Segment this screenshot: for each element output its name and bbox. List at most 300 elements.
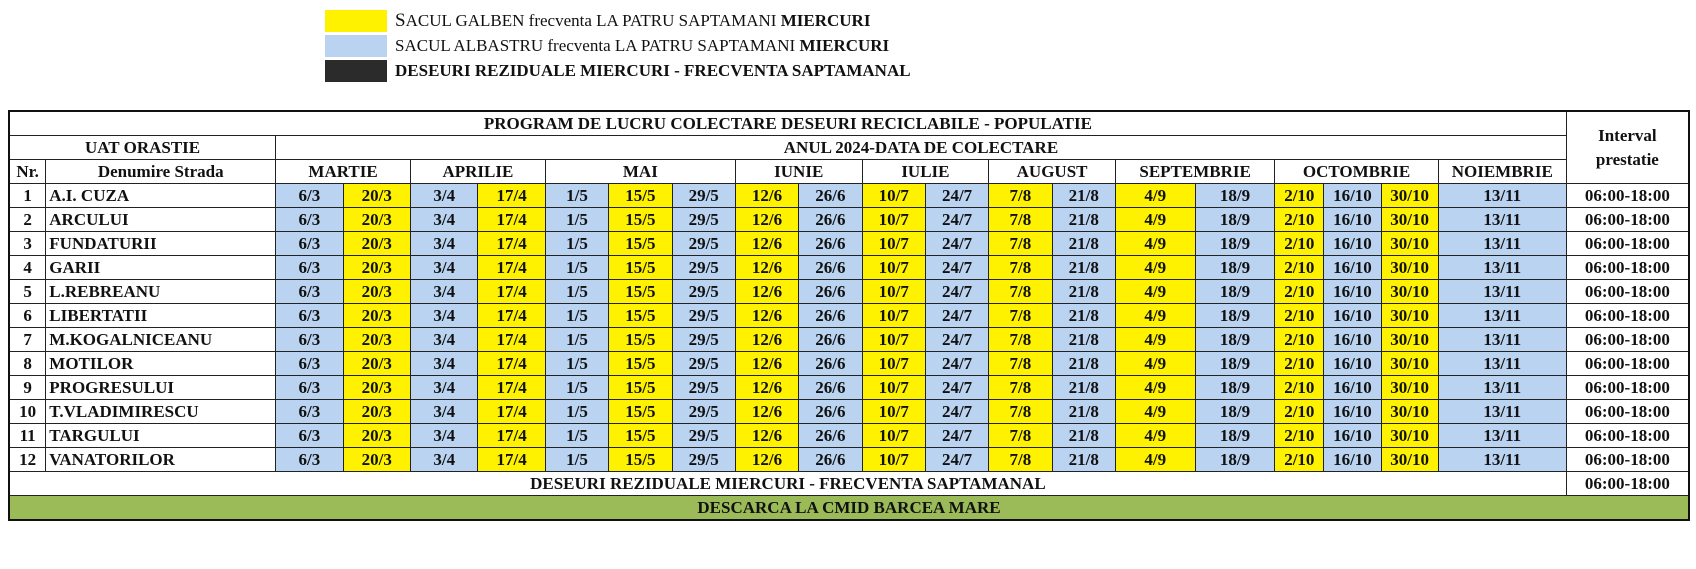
collection-date: 10/7 [862,352,925,376]
street-number: 1 [9,184,46,208]
street-number: 4 [9,256,46,280]
interval-value: 06:00-18:00 [1566,304,1689,328]
collection-date: 15/5 [609,424,672,448]
collection-date: 30/10 [1381,280,1438,304]
collection-date: 2/10 [1275,208,1324,232]
collection-date: 4/9 [1115,184,1195,208]
collection-date: 1/5 [545,424,608,448]
collection-date: 4/9 [1115,304,1195,328]
interval-heading [1566,111,1689,184]
collection-date: 1/5 [545,328,608,352]
collection-date: 10/7 [862,184,925,208]
collection-date: 20/3 [343,400,410,424]
street-number: 9 [9,376,46,400]
collection-date: 26/6 [799,424,862,448]
collection-date: 16/10 [1324,208,1381,232]
collection-date: 4/9 [1115,400,1195,424]
table-row [9,280,1689,304]
collection-date: 12/6 [735,448,798,472]
collection-date: 15/5 [609,232,672,256]
table-row [9,424,1689,448]
street-name: A.I. CUZA [46,184,276,208]
collection-date: 17/4 [478,376,545,400]
collection-date: 30/10 [1381,304,1438,328]
street-name: T.VLADIMIRESCU [46,400,276,424]
collection-date: 24/7 [925,304,988,328]
legend-text: SACUL GALBEN frecventa LA PATRU SAPTAMANI MIERCURI [395,9,871,31]
collection-date: 12/6 [735,304,798,328]
collection-date: 20/3 [343,184,410,208]
collection-date: 18/9 [1195,256,1275,280]
collection-date: 16/10 [1324,424,1381,448]
collection-date: 12/6 [735,256,798,280]
collection-date: 18/9 [1195,424,1275,448]
collection-date: 17/4 [478,352,545,376]
collection-date: 16/10 [1324,256,1381,280]
collection-date: 15/5 [609,304,672,328]
collection-date: 4/9 [1115,208,1195,232]
interval-value: 06:00-18:00 [1566,400,1689,424]
street-name: TARGULUI [46,424,276,448]
collection-date: 26/6 [799,352,862,376]
collection-date: 15/5 [609,376,672,400]
month-heading: IUNIE [735,160,862,184]
collection-date: 21/8 [1052,448,1115,472]
collection-date: 6/3 [276,280,343,304]
collection-date: 29/5 [672,400,735,424]
collection-date: 1/5 [545,232,608,256]
collection-date: 30/10 [1381,208,1438,232]
collection-date: 12/6 [735,328,798,352]
collection-date: 6/3 [276,352,343,376]
street-number: 6 [9,304,46,328]
collection-date: 24/7 [925,184,988,208]
collection-date: 24/7 [925,232,988,256]
table-title: PROGRAM DE LUCRU COLECTARE DESEURI RECICLABILE - POPULATIE [9,111,1566,136]
collection-date: 10/7 [862,304,925,328]
street-name: VANATORILOR [46,448,276,472]
collection-date: 13/11 [1438,400,1566,424]
collection-date: 18/9 [1195,280,1275,304]
collection-date: 12/6 [735,280,798,304]
collection-date: 10/7 [862,400,925,424]
collection-date: 13/11 [1438,424,1566,448]
collection-date: 18/9 [1195,448,1275,472]
collection-date: 16/10 [1324,232,1381,256]
street-name: GARII [46,256,276,280]
collection-date: 16/10 [1324,376,1381,400]
collection-date: 10/7 [862,376,925,400]
collection-date: 26/6 [799,208,862,232]
collection-date: 29/5 [672,280,735,304]
collection-date: 15/5 [609,328,672,352]
collection-date: 13/11 [1438,208,1566,232]
interval-value: 06:00-18:00 [1566,184,1689,208]
collection-date: 17/4 [478,208,545,232]
collection-date: 18/9 [1195,328,1275,352]
collection-date: 12/6 [735,352,798,376]
street-name: M.KOGALNICEANU [46,328,276,352]
collection-date: 1/5 [545,352,608,376]
collection-date: 3/4 [411,256,478,280]
street-name: PROGRESULUI [46,376,276,400]
collection-date: 16/10 [1324,304,1381,328]
collection-date: 24/7 [925,208,988,232]
collection-date: 3/4 [411,328,478,352]
interval-value: 06:00-18:00 [1566,232,1689,256]
collection-date: 3/4 [411,376,478,400]
collection-date: 16/10 [1324,184,1381,208]
collection-date: 6/3 [276,304,343,328]
collection-date: 10/7 [862,424,925,448]
interval-heading-line: Interval [1598,125,1657,145]
legend-swatch [325,60,387,82]
street-number: 5 [9,280,46,304]
collection-date: 21/8 [1052,208,1115,232]
interval-value: 06:00-18:00 [1566,256,1689,280]
discharge-note: DESCARCA LA CMID BARCEA MARE [9,496,1689,521]
legend-item [325,58,911,83]
collection-date: 1/5 [545,304,608,328]
collection-date: 7/8 [989,400,1052,424]
collection-date: 4/9 [1115,256,1195,280]
collection-date: 2/10 [1275,280,1324,304]
collection-date: 15/5 [609,208,672,232]
collection-date: 13/11 [1438,328,1566,352]
collection-date: 10/7 [862,448,925,472]
collection-date: 13/11 [1438,184,1566,208]
collection-date: 7/8 [989,352,1052,376]
collection-date: 4/9 [1115,352,1195,376]
collection-date: 2/10 [1275,448,1324,472]
table-row [9,448,1689,472]
collection-date: 15/5 [609,256,672,280]
collection-date: 18/9 [1195,184,1275,208]
collection-date: 18/9 [1195,232,1275,256]
collection-date: 17/4 [478,184,545,208]
collection-date: 20/3 [343,232,410,256]
table-row [9,400,1689,424]
collection-date: 21/8 [1052,256,1115,280]
collection-date: 18/9 [1195,400,1275,424]
collection-date: 29/5 [672,208,735,232]
collection-date: 20/3 [343,448,410,472]
collection-date: 7/8 [989,232,1052,256]
collection-date: 1/5 [545,256,608,280]
collection-date: 16/10 [1324,280,1381,304]
street-name: LIBERTATII [46,304,276,328]
collection-date: 7/8 [989,376,1052,400]
collection-date: 30/10 [1381,400,1438,424]
collection-date: 29/5 [672,376,735,400]
collection-date: 29/5 [672,304,735,328]
collection-date: 16/10 [1324,328,1381,352]
interval-value: 06:00-18:00 [1566,280,1689,304]
street-number: 12 [9,448,46,472]
collection-date: 20/3 [343,376,410,400]
collection-date: 30/10 [1381,328,1438,352]
table-row [9,232,1689,256]
collection-date: 18/9 [1195,376,1275,400]
collection-date: 17/4 [478,280,545,304]
collection-date: 3/4 [411,400,478,424]
collection-date: 18/9 [1195,352,1275,376]
collection-date: 1/5 [545,184,608,208]
street-heading: Denumire Strada [46,160,276,184]
residual-waste-note: DESEURI REZIDUALE MIERCURI - FRECVENTA SAPTAMANAL [9,472,1566,496]
interval-value: 06:00-18:00 [1566,376,1689,400]
collection-date: 10/7 [862,208,925,232]
collection-date: 2/10 [1275,256,1324,280]
month-heading: IULIE [862,160,989,184]
collection-date: 3/4 [411,280,478,304]
collection-date: 18/9 [1195,208,1275,232]
collection-date: 1/5 [545,280,608,304]
collection-date: 29/5 [672,256,735,280]
collection-date: 6/3 [276,400,343,424]
month-heading: MAI [545,160,735,184]
year-heading: ANUL 2024-DATA DE COLECTARE [276,136,1567,160]
collection-date: 17/4 [478,256,545,280]
collection-date: 17/4 [478,328,545,352]
collection-date: 6/3 [276,376,343,400]
collection-date: 24/7 [925,424,988,448]
collection-date: 12/6 [735,376,798,400]
interval-value: 06:00-18:00 [1566,448,1689,472]
collection-date: 20/3 [343,280,410,304]
collection-date: 24/7 [925,328,988,352]
collection-date: 17/4 [478,232,545,256]
collection-date: 6/3 [276,448,343,472]
collection-date: 7/8 [989,208,1052,232]
collection-date: 2/10 [1275,328,1324,352]
table-row [9,376,1689,400]
collection-date: 4/9 [1115,232,1195,256]
collection-date: 6/3 [276,208,343,232]
collection-date: 26/6 [799,280,862,304]
collection-date: 4/9 [1115,328,1195,352]
interval-value: 06:00-18:00 [1566,424,1689,448]
collection-date: 7/8 [989,280,1052,304]
interval-heading-line: prestatie [1595,149,1659,169]
collection-date: 29/5 [672,232,735,256]
table-row [9,184,1689,208]
collection-date: 15/5 [609,352,672,376]
month-heading: MARTIE [276,160,411,184]
month-heading: APRILIE [411,160,546,184]
collection-date: 2/10 [1275,376,1324,400]
collection-date: 15/5 [609,280,672,304]
collection-date: 10/7 [862,328,925,352]
street-name: ARCULUI [46,208,276,232]
table-row [9,304,1689,328]
table-row [9,256,1689,280]
legend-text: SACUL ALBASTRU frecventa LA PATRU SAPTAMANI MIERCURI [395,35,890,55]
collection-date: 21/8 [1052,304,1115,328]
collection-date: 29/5 [672,424,735,448]
collection-date: 20/3 [343,304,410,328]
collection-date: 3/4 [411,424,478,448]
collection-date: 16/10 [1324,352,1381,376]
collection-date: 2/10 [1275,232,1324,256]
street-name: MOTILOR [46,352,276,376]
collection-date: 24/7 [925,448,988,472]
street-number: 11 [9,424,46,448]
month-heading: OCTOMBRIE [1275,160,1438,184]
collection-date: 30/10 [1381,424,1438,448]
collection-date: 20/3 [343,256,410,280]
collection-date: 21/8 [1052,280,1115,304]
collection-date: 29/5 [672,184,735,208]
collection-date: 13/11 [1438,280,1566,304]
collection-date: 24/7 [925,400,988,424]
collection-date: 4/9 [1115,424,1195,448]
collection-date: 21/8 [1052,424,1115,448]
collection-date: 20/3 [343,424,410,448]
collection-date: 17/4 [478,448,545,472]
collection-date: 10/7 [862,256,925,280]
collection-date: 3/4 [411,448,478,472]
collection-date: 17/4 [478,304,545,328]
collection-date: 24/7 [925,352,988,376]
collection-date: 2/10 [1275,184,1324,208]
collection-date: 15/5 [609,184,672,208]
legend-text: DESEURI REZIDUALE MIERCURI - FRECVENTA SAPTAMANAL [395,60,911,80]
collection-date: 2/10 [1275,424,1324,448]
collection-date: 12/6 [735,184,798,208]
collection-date: 13/11 [1438,232,1566,256]
collection-date: 29/5 [672,352,735,376]
collection-date: 17/4 [478,400,545,424]
collection-date: 13/11 [1438,256,1566,280]
street-name: FUNDATURII [46,232,276,256]
collection-date: 18/9 [1195,304,1275,328]
collection-date: 26/6 [799,400,862,424]
collection-date: 21/8 [1052,352,1115,376]
collection-date: 20/3 [343,352,410,376]
uat-name: UAT ORASTIE [9,136,276,160]
table-row [9,352,1689,376]
collection-date: 6/3 [276,424,343,448]
collection-date: 21/8 [1052,400,1115,424]
collection-date: 26/6 [799,304,862,328]
collection-date: 29/5 [672,328,735,352]
collection-date: 13/11 [1438,448,1566,472]
collection-date: 30/10 [1381,352,1438,376]
collection-date: 3/4 [411,304,478,328]
collection-date: 21/8 [1052,232,1115,256]
collection-schedule-table [8,110,1690,521]
collection-date: 7/8 [989,328,1052,352]
table-row [9,208,1689,232]
month-heading: SEPTEMBRIE [1115,160,1274,184]
collection-date: 12/6 [735,400,798,424]
collection-date: 13/11 [1438,352,1566,376]
collection-date: 17/4 [478,424,545,448]
street-number: 10 [9,400,46,424]
collection-date: 21/8 [1052,184,1115,208]
street-number: 7 [9,328,46,352]
collection-date: 26/6 [799,184,862,208]
legend-item [325,8,911,33]
street-name: L.REBREANU [46,280,276,304]
collection-date: 12/6 [735,232,798,256]
legend-swatch [325,35,387,57]
collection-date: 1/5 [545,376,608,400]
collection-date: 12/6 [735,424,798,448]
collection-date: 7/8 [989,424,1052,448]
collection-date: 15/5 [609,400,672,424]
collection-date: 30/10 [1381,448,1438,472]
collection-date: 10/7 [862,232,925,256]
collection-date: 2/10 [1275,400,1324,424]
collection-date: 12/6 [735,208,798,232]
collection-date: 20/3 [343,328,410,352]
month-heading: AUGUST [989,160,1116,184]
legend-item [325,33,911,58]
collection-date: 2/10 [1275,352,1324,376]
collection-date: 6/3 [276,184,343,208]
collection-date: 26/6 [799,256,862,280]
collection-date: 16/10 [1324,448,1381,472]
collection-date: 1/5 [545,208,608,232]
collection-date: 7/8 [989,304,1052,328]
legend [325,8,911,83]
collection-date: 4/9 [1115,376,1195,400]
collection-date: 3/4 [411,232,478,256]
residual-interval: 06:00-18:00 [1566,472,1689,496]
collection-date: 13/11 [1438,304,1566,328]
collection-date: 6/3 [276,232,343,256]
collection-date: 30/10 [1381,256,1438,280]
collection-date: 2/10 [1275,304,1324,328]
nr-heading: Nr. [9,160,46,184]
collection-date: 30/10 [1381,376,1438,400]
interval-value: 06:00-18:00 [1566,208,1689,232]
collection-date: 21/8 [1052,328,1115,352]
collection-date: 7/8 [989,184,1052,208]
collection-date: 6/3 [276,328,343,352]
collection-date: 10/7 [862,280,925,304]
month-heading: NOIEMBRIE [1438,160,1566,184]
collection-date: 29/5 [672,448,735,472]
collection-date: 24/7 [925,256,988,280]
collection-date: 7/8 [989,256,1052,280]
collection-date: 15/5 [609,448,672,472]
collection-date: 4/9 [1115,448,1195,472]
collection-date: 3/4 [411,184,478,208]
street-number: 8 [9,352,46,376]
table-row [9,328,1689,352]
collection-date: 21/8 [1052,376,1115,400]
collection-date: 1/5 [545,400,608,424]
collection-date: 4/9 [1115,280,1195,304]
street-number: 2 [9,208,46,232]
interval-value: 06:00-18:00 [1566,352,1689,376]
legend-swatch [325,10,387,32]
street-number: 3 [9,232,46,256]
collection-date: 1/5 [545,448,608,472]
collection-date: 16/10 [1324,400,1381,424]
collection-date: 30/10 [1381,184,1438,208]
collection-date: 13/11 [1438,376,1566,400]
collection-date: 7/8 [989,448,1052,472]
collection-date: 26/6 [799,328,862,352]
collection-date: 6/3 [276,256,343,280]
collection-date: 26/6 [799,232,862,256]
collection-date: 20/3 [343,208,410,232]
collection-date: 26/6 [799,448,862,472]
